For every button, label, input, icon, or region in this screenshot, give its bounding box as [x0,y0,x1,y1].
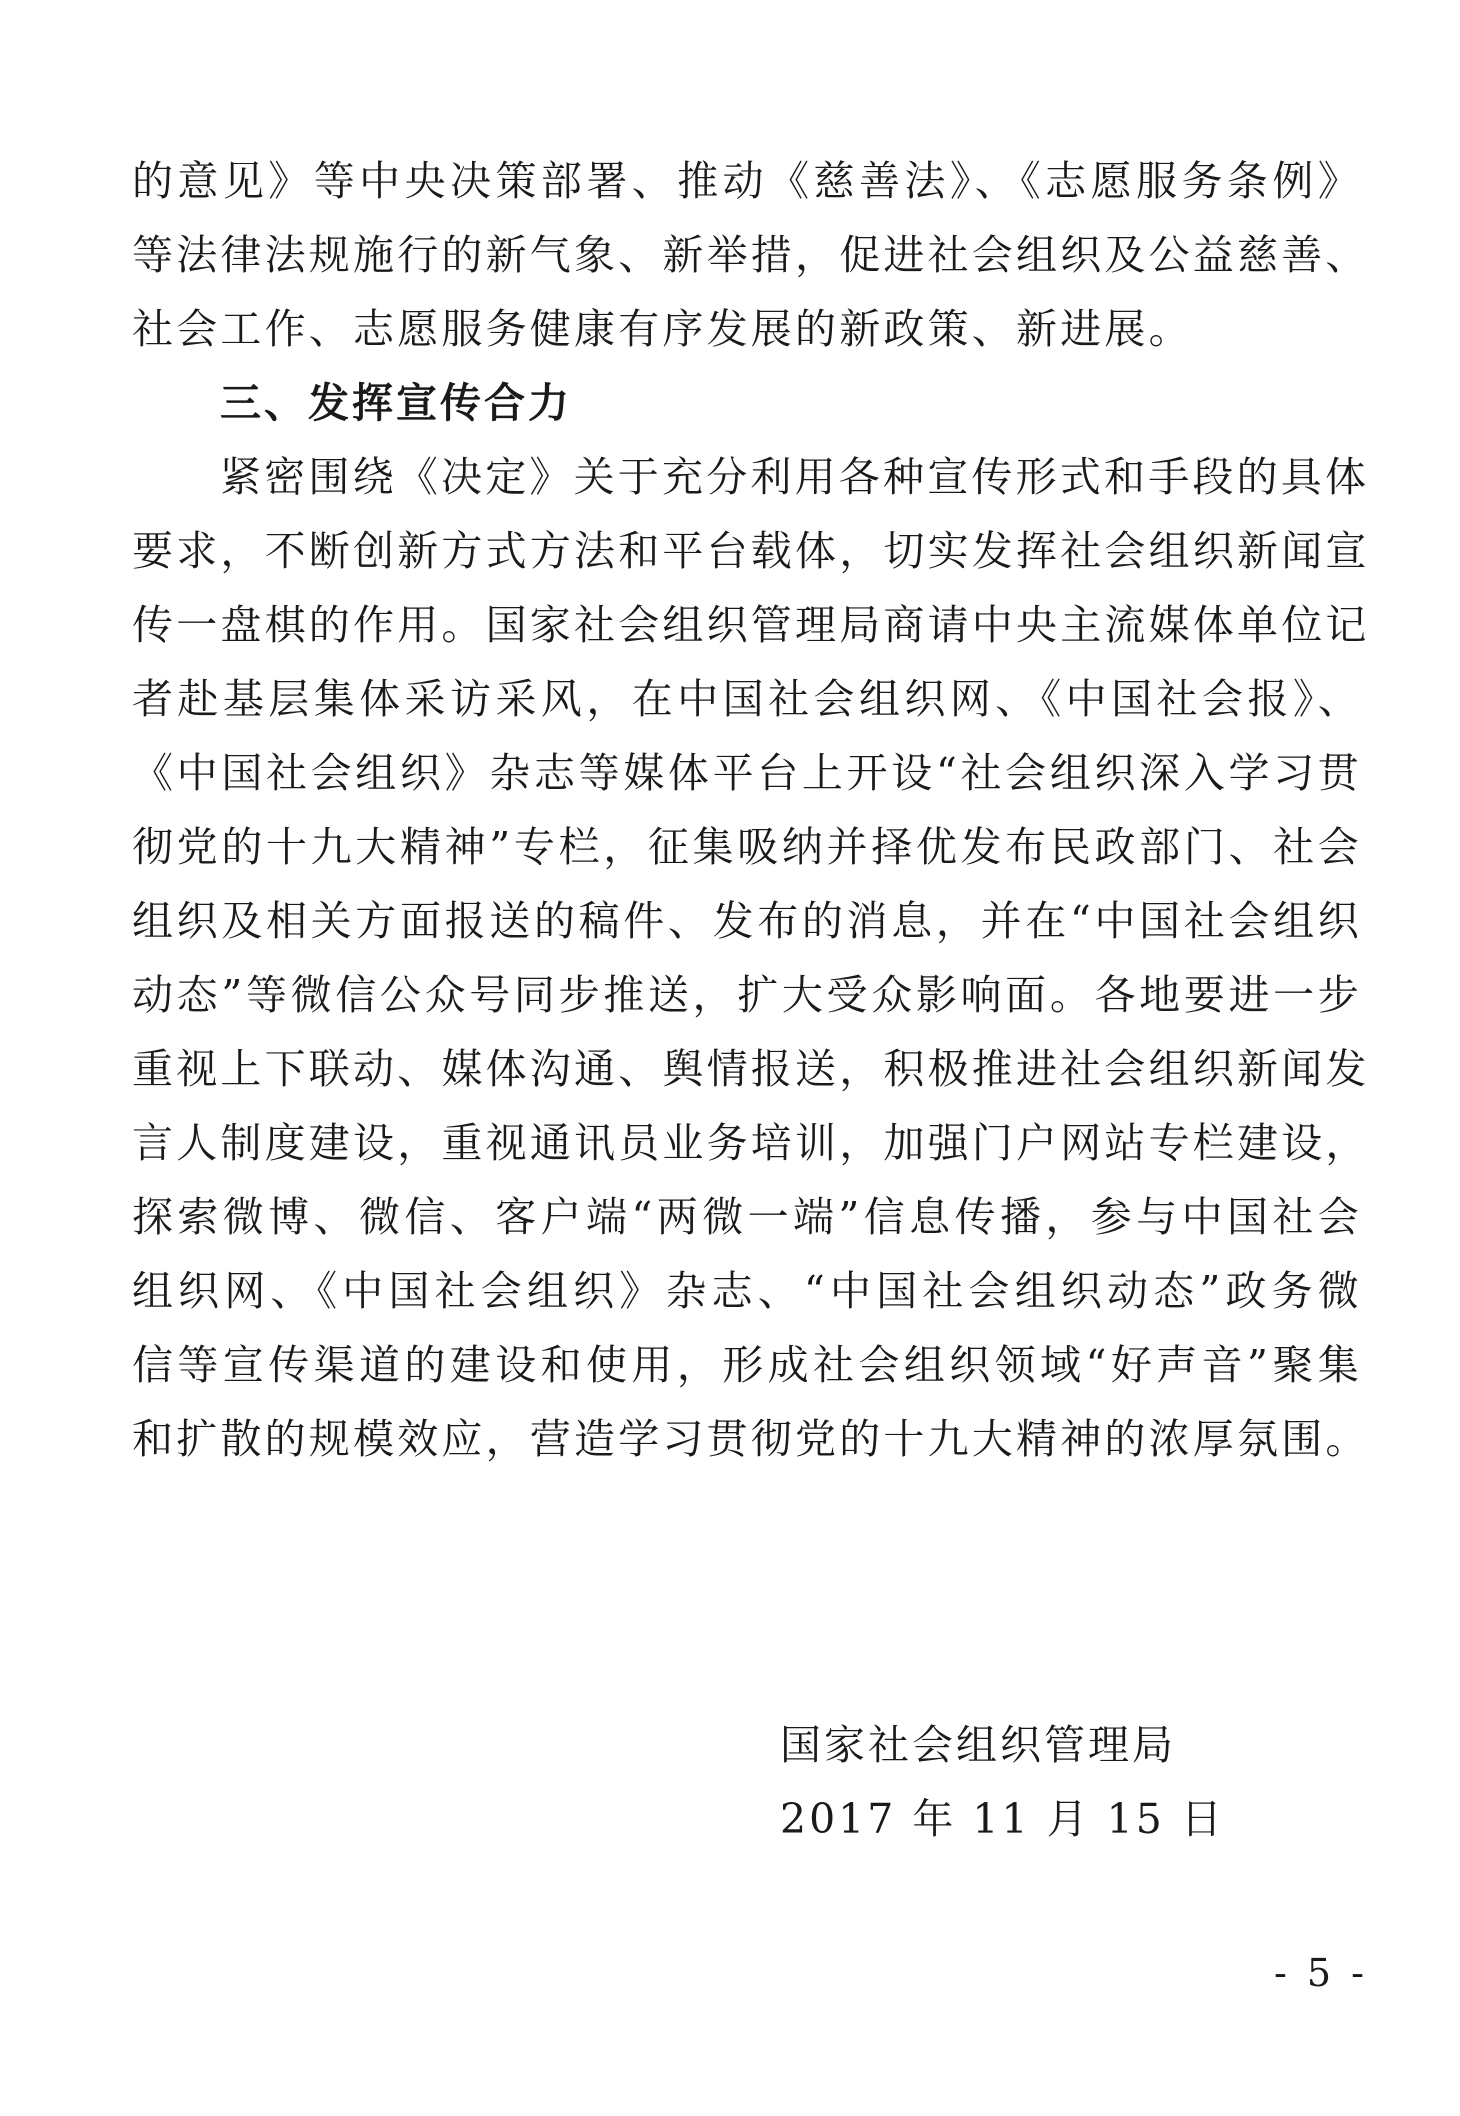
paragraph2-line-7: 组织及相关方面报送的稿件、发布的消息，并在“中国社会组织 [132,897,1362,945]
section-heading: 三、发挥宣传合力 [220,379,572,427]
paragraph1-line-3: 社会工作、志愿服务健康有序发展的新政策、新进展。 [132,305,1193,353]
page-number: - 5 - [1273,1951,1368,1995]
signature-date: 2017 年 11 月 15 日 [780,1795,1225,1843]
paragraph2-line-12: 组织网、《中国社会组织》杂志、“中国社会组织动态”政务微 [132,1267,1362,1315]
paragraph2-line-10: 言人制度建设，重视通讯员业务培训，加强门户网站专栏建设， [132,1119,1370,1167]
paragraph2-line-4: 者赴基层集体采访采风，在中国社会组织网、《中国社会报》、 [132,675,1362,723]
paragraph2-line-11: 探索微博、微信、客户端“两微一端”信息传播，参与中国社会 [132,1193,1362,1241]
paragraph2-line-6: 彻党的十九大精神”专栏，征集吸纳并择优发布民政部门、社会 [132,823,1362,871]
paragraph2-line-2: 要求，不断创新方式方法和平台载体，切实发挥社会组织新闻宣 [132,527,1370,575]
paragraph1-line-2: 等法律法规施行的新气象、新举措，促进社会组织及公益慈善、 [132,231,1370,279]
paragraph2-line-14: 和扩散的规模效应，营造学习贯彻党的十九大精神的浓厚氛围。 [132,1415,1370,1463]
signature-organization: 国家社会组织管理局 [780,1721,1176,1769]
paragraph2-line-1: 紧密围绕《决定》关于充分利用各种宣传形式和手段的具体 [220,453,1370,501]
paragraph2-line-8: 动态”等微信公众号同步推送，扩大受众影响面。各地要进一步 [132,971,1362,1019]
paragraph2-line-3: 传一盘棋的作用。国家社会组织管理局商请中央主流媒体单位记 [132,601,1370,649]
paragraph2-line-13: 信等宣传渠道的建设和使用，形成社会组织领域“好声音”聚集 [132,1341,1362,1389]
paragraph2-line-5: 《中国社会组织》杂志等媒体平台上开设“社会组织深入学习贯 [132,749,1362,797]
paragraph1-line-1: 的意见》等中央决策部署、推动《慈善法》、《志愿服务条例》 [132,157,1362,205]
paragraph2-line-9: 重视上下联动、媒体沟通、舆情报送，积极推进社会组织新闻发 [132,1045,1370,1093]
